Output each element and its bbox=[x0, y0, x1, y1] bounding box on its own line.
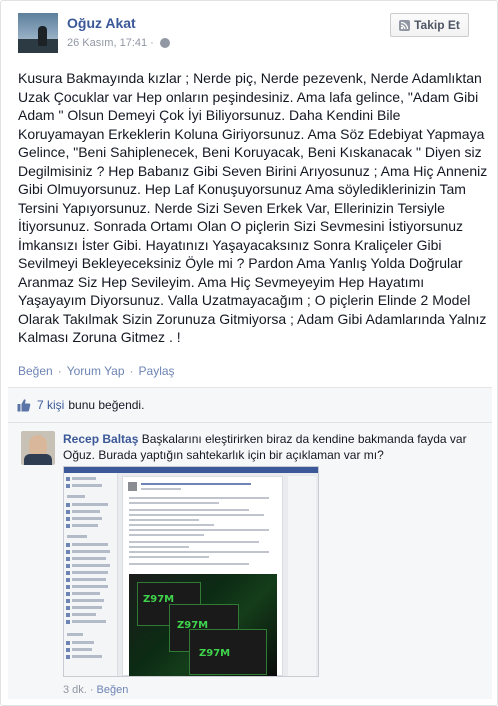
comment-attached-screenshot[interactable] bbox=[63, 466, 319, 677]
screenshot-right-column bbox=[288, 476, 316, 676]
screenshot-product-photo: Z97M Z97M Z97M bbox=[129, 574, 277, 677]
comment-time[interactable]: 3 dk. bbox=[63, 684, 87, 696]
post-author-name[interactable]: Oğuz Akat bbox=[67, 15, 136, 31]
author-avatar[interactable] bbox=[18, 13, 58, 53]
comment-link[interactable]: Yorum Yap bbox=[66, 364, 125, 378]
comment-text: Başkalarını eleştirirken biraz da kendine bakmanda fayda var Oğuz. Burada yaptığın sahtekarlık için bir açıklaman var mı? bbox=[63, 432, 467, 462]
comment-footer bbox=[63, 684, 128, 696]
follow-button[interactable] bbox=[390, 13, 469, 37]
meta-separator: · bbox=[150, 37, 154, 49]
likes-count[interactable]: 7 kişi bbox=[37, 398, 65, 412]
post-meta bbox=[67, 37, 170, 49]
post-body: Kusura Bakmayında kızlar ; Nerde piç, Nerde pezevenk, Nerde Adamlıktan Uzak Çocuklar var Hep onların peşindesiniz. Ama lafa gelince, "Adam Gibi Adam " Olsun Demeyi Çok İyi Biliyorsunuz. Daha Kendini Bile Koruyamayan Erkeklerin Koluna Giriyorsunuz. Ama Söz Edebiyat Yapmaya Gelince, "Beni Sahiplenecek, Beni Koruyacak, Beni Kıskanacak " Diyen siz Degilmisiniz ? Hep Babanız Gibi Seven Birini Arıyosunuz ; Ama Hiç Anneniz Gibi Olmuyorsunuz. Hep Laf Konuşuyorsunuz Ama söylediklerinizin Tam Tersini Yapıyorsunuz. Nerde Sizi Seven Erkek Var, Ellerinizin Tersiyle İtiyorsunuz. Sonrada Ortamı Olan O piçlerin Sizi Sevmesini İstiyorsunuz İmkansızı İster Gibi. Hayatınızı Yaşayacaksınız Sonra Kraliçeler Gibi Sevilmeyi Bekleyeceksiniz Öyle mi ? Pardon Ama Yanlış Yolda Doğrular Aranmaz Siz Hep Sevileyim. Ama Hiç Sevmeyeyim Hep Hayatımı Yaşayayım Diyorsunuz. Valla Uzatmayacağım ; O piçlerin Elinde 2 Model Olarak Takılmak Sizin Zorunuza Gitmiyorsa ; Adam Gibi Adamlarında Yalnız Kalması Zoruna Gitmez . ! bbox=[18, 70, 488, 345]
comment-dot: · bbox=[89, 684, 94, 696]
globe-icon[interactable] bbox=[160, 38, 170, 48]
like-link[interactable]: Beğen bbox=[18, 364, 53, 378]
comment-author[interactable]: Recep Baltaş bbox=[63, 432, 139, 446]
follow-button-label: Takip Et bbox=[414, 18, 460, 32]
feedback-section bbox=[8, 387, 492, 699]
thumbs-up-icon bbox=[17, 398, 31, 412]
screenshot-post bbox=[122, 476, 283, 676]
screenshot-sidebar bbox=[64, 473, 118, 676]
action-dot: · bbox=[57, 364, 62, 378]
post-timestamp[interactable]: 26 Kasım, 17:41 bbox=[67, 37, 148, 49]
comment-body bbox=[63, 431, 483, 463]
rss-icon bbox=[399, 20, 410, 31]
divider bbox=[8, 422, 492, 423]
likes-summary bbox=[8, 388, 492, 422]
action-dot: · bbox=[129, 364, 134, 378]
commenter-avatar[interactable] bbox=[21, 431, 55, 465]
post-actions bbox=[18, 364, 175, 378]
share-link[interactable]: Paylaş bbox=[138, 364, 175, 378]
likes-suffix: bunu beğendi. bbox=[68, 398, 145, 412]
comment-like-link[interactable]: Beğen bbox=[96, 684, 129, 696]
